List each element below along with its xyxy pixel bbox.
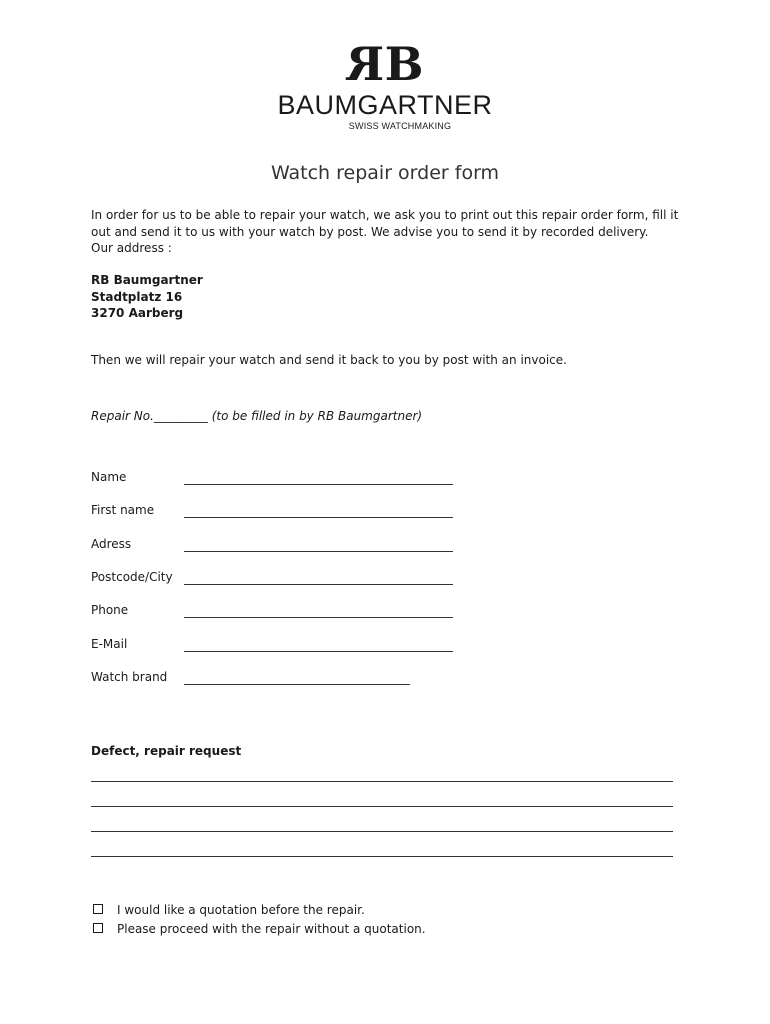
no-quotation-option[interactable] bbox=[91, 922, 426, 940]
intro-line-2: out and send it to us with your watch by post. We advise you to send it by recorded delivery. bbox=[91, 224, 649, 239]
name-field[interactable] bbox=[91, 470, 491, 488]
name-input-line[interactable] bbox=[184, 484, 453, 485]
address-label: Adress bbox=[91, 537, 132, 551]
address-input-line[interactable] bbox=[184, 551, 453, 552]
form-title: Watch repair order form bbox=[270, 162, 500, 184]
first-name-field[interactable] bbox=[91, 503, 491, 521]
company-logo bbox=[0, 37, 770, 132]
phone-label: Phone bbox=[91, 603, 129, 617]
defect-request-label: Defect, repair request bbox=[91, 744, 242, 758]
logo-tagline: SWISS WATCHMAKING bbox=[348, 121, 452, 131]
no-quotation-checkbox[interactable] bbox=[93, 923, 103, 933]
postcode-city-label: Postcode/City bbox=[91, 570, 173, 584]
intro-paragraph bbox=[91, 207, 681, 257]
no-quotation-option-label: Please proceed with the repair without a quotation. bbox=[117, 922, 426, 936]
phone-input-line[interactable] bbox=[184, 617, 453, 618]
postcode-city-field[interactable] bbox=[91, 570, 491, 588]
email-field[interactable] bbox=[91, 637, 491, 655]
repair-number-note: Repair No._________ (to be filled in by RB Baumgartner) bbox=[91, 409, 423, 423]
defect-input-line[interactable] bbox=[91, 856, 673, 857]
phone-field[interactable] bbox=[91, 603, 491, 621]
watch-brand-label: Watch brand bbox=[91, 670, 168, 684]
logo-monogram: RB bbox=[352, 37, 418, 91]
defect-input-line[interactable] bbox=[91, 781, 673, 782]
quotation-option[interactable] bbox=[91, 903, 365, 921]
address-name: RB Baumgartner bbox=[91, 273, 203, 287]
email-input-line[interactable] bbox=[184, 651, 453, 652]
watch-brand-input-line[interactable] bbox=[184, 684, 410, 685]
name-label: Name bbox=[91, 470, 127, 484]
address-city: 3270 Aarberg bbox=[91, 306, 184, 320]
first-name-input-line[interactable] bbox=[184, 517, 453, 518]
email-label: E-Mail bbox=[91, 637, 128, 651]
closing-note: Then we will repair your watch and send it back to you by post with an invoice. bbox=[91, 353, 567, 367]
logo-brand-name: BAUMGARTNER bbox=[277, 90, 493, 120]
address-street: Stadtplatz 16 bbox=[91, 289, 183, 304]
watch-brand-field[interactable] bbox=[91, 670, 491, 688]
postcode-city-input-line[interactable] bbox=[184, 584, 453, 585]
defect-input-line[interactable] bbox=[91, 806, 673, 807]
defect-input-line[interactable] bbox=[91, 831, 673, 832]
quotation-checkbox[interactable] bbox=[93, 904, 103, 914]
first-name-label: First name bbox=[91, 503, 155, 517]
intro-line-1: In order for us to be able to repair your watch, we ask you to print out this repair order form, fill it bbox=[91, 208, 679, 222]
company-address bbox=[91, 272, 203, 322]
quotation-option-label: I would like a quotation before the repair. bbox=[117, 903, 365, 917]
address-field[interactable] bbox=[91, 537, 491, 555]
intro-line-3: Our address : bbox=[91, 241, 172, 255]
